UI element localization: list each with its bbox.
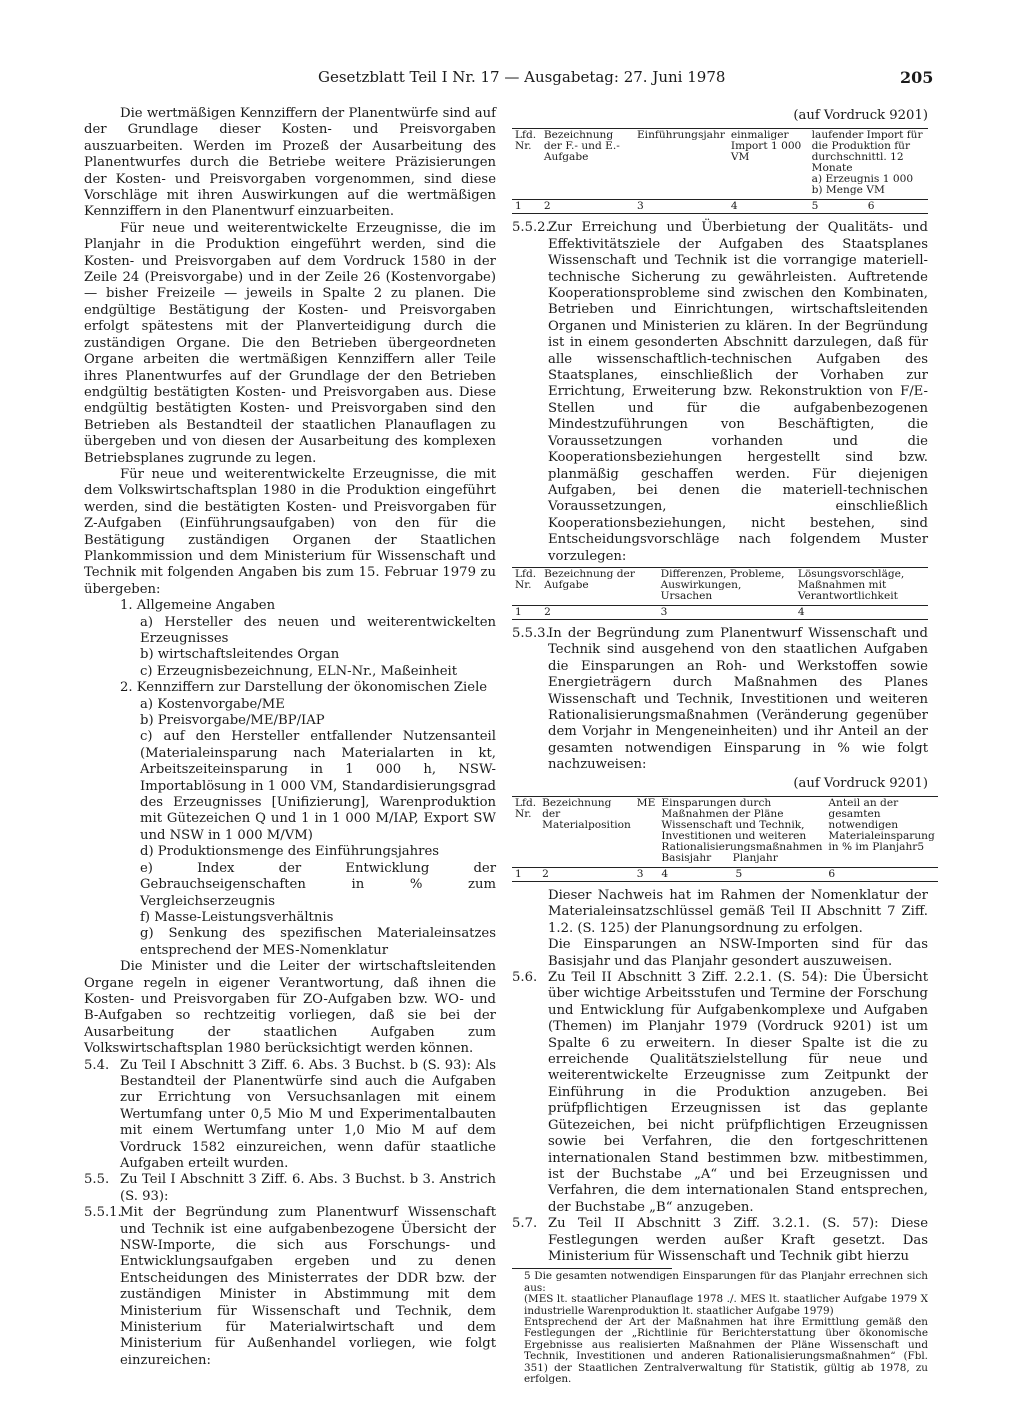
table-header-cell: einmaliger Import 1 000 VM: [728, 129, 809, 200]
table-header-text: laufender Import für die Produktion für durchschnittl. 12 Monate: [811, 129, 923, 175]
table-header-cell: Lfd. Nr.: [512, 567, 541, 605]
list-item: [84, 729, 496, 844]
list-item: [84, 647, 496, 663]
right-column: [512, 106, 935, 1385]
section-number: 5.4.: [84, 1057, 110, 1073]
list-item-text: c) auf den Hersteller entfallender Nutzensanteil (Materialeinsparung nach Materialarten in kt, Arbeitszeiteinsparung in 1 000 h, NSW-Importablösung in 1 000 VM, Standardisierungsgrad des Erzeugnisses [Unifizierung], Warenproduktion mit Gütezeichen Q und 1 in 1 000 M/IAP, Export SW und NSW in 1 000 M/VM): [140, 729, 496, 843]
form-table-import: [512, 128, 928, 214]
footnote-text: (MES lt. staatlicher Planauflage 1978 ./. MES lt. staatlicher Aufgabe 1979 X industrielle Warenproduktion lt. staatlicher Aufgabe 1979): [524, 1293, 928, 1317]
footnote: [512, 1268, 928, 1385]
column-number: 1: [512, 868, 539, 882]
list-item: [84, 598, 496, 614]
column-number: 4: [795, 605, 928, 619]
section-number: 5.5.3.: [512, 625, 550, 641]
gazette-header-title: Gesetzblatt Teil I Nr. 17 — Ausgabetag: 27. Juni 1978: [318, 68, 726, 86]
paragraph: Für neue und weiterentwickelte Erzeugnisse, die mit dem Volkswirtschaftsplan 1980 in die Produktion eingeführt werden, sind die bestätigten Kosten- und Preisvorgaben für Z-Aufgaben (Einführungsaufgaben) von den für die Bestätigung zuständigen Organen der Staatlichen Plankommission und dem Ministerium für Wissenschaft und Technik mit folgenden Angaben bis zum 15. Februar 1979 zu übergeben:: [84, 466, 496, 597]
section-text: Zu Teil II Abschnitt 3 Ziff. 3.2.1. (S. 57): Diese Festlegungen werden außer Kraft gesetzt. Das Ministerium für Wissenschaft und Technik gibt hierzu: [548, 1216, 928, 1264]
list-item-text: b) Preisvorgabe/ME/BP/IAP: [140, 713, 325, 729]
table-header-cell: Anteil an der gesamten notwendigen Materialeinsparung in % im Planjahr5: [825, 797, 937, 868]
list-item-text: e) Index der Entwicklung der Gebrauchseigenschaften in % zum Vergleichserzeugnis: [140, 860, 496, 909]
list-item-text: a) Kostenvorgabe/ME: [140, 696, 285, 712]
column-number: 6: [825, 868, 937, 882]
list-item-text: f) Masse-Leistungsverhältnis: [140, 909, 334, 925]
table-header-text: Einsparungen durch Maßnahmen der Pläne Wissenschaft und Technik, Investitionen und weiteren Rationalisierungsmaßnahmen: [661, 797, 823, 853]
section-5-5-3-continued: [512, 888, 928, 970]
subheader-unit: VM: [866, 184, 885, 197]
paragraph: Die wertmäßigen Kennziffern der Planentwürfe sind auf der Grundlage dieser Kosten- und Preisvorgaben auszuarbeiten. Werden im Prozeß der Ausarbeitung des Planentwurfes durch die Betriebe weitere Präzisierungen der Kosten- und Preisvorgaben vorgenommen, sind diese Vorschläge mit ihren Auswirkungen auf die wertmäßigen Kennziffern in den Planentwurf einzuarbeiten.: [84, 106, 496, 220]
section-5-7: [512, 1216, 928, 1265]
section-text: Mit der Begründung zum Planentwurf Wissenschaft und Technik ist eine aufgabenbezogene Übersicht der NSW-Importe, die sich aus Forschungs- und Entwicklungsaufgaben ergeben und zu denen Entscheidungen des Ministerrates der DDR bzw. der zuständigen Minister in Abstimmung mit dem Ministerium für Wissenschaft und Technik, dem Ministerium für Materialwirtschaft und dem Ministerium für Außenhandel vorliegen, wie folgt einzureichen:: [120, 1205, 496, 1368]
column-number: 2: [541, 200, 634, 214]
table-header-cell: Bezeichnung der Aufgabe: [541, 567, 657, 605]
list-item-text: a) Hersteller des neuen und weiterentwickelten Erzeugnisses: [140, 614, 496, 646]
section-number: 5.6.: [512, 970, 538, 986]
table-header-cell: Differenzen, Probleme, Auswirkungen, Ursachen: [658, 567, 795, 605]
section-text: Die Einsparungen an NSW-Importen sind für das Basisjahr und das Planjahr gesondert auszuweisen.: [548, 937, 928, 969]
list-item-text: g) Senkung des spezifischen Materialeinsatzes entsprechend der MES-Nomenklatur: [140, 926, 496, 958]
paragraph: Die Minister und die Leiter der wirtschaftsleitenden Organe regeln in eigener Verantwortung, daß ihnen die Kosten- und Preisvorgaben für ZO-Aufgaben bzw. WO- und B-Aufgaben so rechtzeitig vorliegen, daß sie bei der Ausarbeitung der staatlichen Aufgaben zum Volkswirtschaftsplan 1980 berücksichtigt werden können.: [84, 959, 496, 1057]
column-number: 3: [658, 605, 795, 619]
list-item: [84, 615, 496, 648]
column-number: 3: [634, 200, 728, 214]
list-item-text: d) Produktionsmenge des Einführungsjahres: [140, 844, 440, 860]
form-reference: (auf Vordruck 9201): [793, 775, 928, 791]
section-5-4: [84, 1058, 496, 1173]
table-header-cell: ME: [634, 797, 659, 868]
page-header: [0, 68, 1024, 92]
form-reference: (auf Vordruck 9201): [793, 108, 928, 123]
column-number: 2: [539, 868, 634, 882]
list-item-text: 1. Allgemeine Angaben: [120, 598, 276, 614]
list-item: [84, 910, 496, 926]
subheader-label: Planjahr: [732, 852, 778, 864]
footnote-text: 5 Die gesamten notwendigen Einsparungen für das Planjahr errechnen sich aus:: [524, 1270, 928, 1294]
table-header-cell: Bezeichnung der F.- und E.-Aufgabe: [541, 129, 634, 200]
section-5-5-1: [84, 1205, 496, 1369]
section-5-5-2: [512, 220, 928, 565]
footnote-text: Entsprechend der Art der Maßnahmen hat ihre Ermittlung gemäß den Festlegungen der „Richtlinie für Berichterstattung über ökonomische Ergebnisse aus realisierten Maßnahmen der Pläne Wissenschaft und Technik, Investitionen und anderen Rationalisierungsmaßnahmen“ (Fbl. 351) der Staatlichen Zentralverwaltung für Statistik, gültig ab 1978, zu erfolgen.: [524, 1315, 928, 1385]
table-header-cell: Einführungsjahr: [634, 129, 728, 200]
section-text: Zu Teil I Abschnitt 3 Ziff. 6. Abs. 3 Buchst. b (S. 93): Als Bestandteil der Planentwürfe sind auch die Aufgaben zur Errichtung von Versuchsanlagen mit einem Wertumfang unter 0,5 Mio M und Experimentalbauten mit einem Wertumfang unter 1,0 Mio M auf dem Vordruck 1582 einzureichen, wenn dafür staatliche Aufgaben erteilt wurden.: [120, 1057, 496, 1171]
table-header-cell: Lfd. Nr.: [512, 129, 541, 200]
column-number: 4: [728, 200, 809, 214]
list-item: [84, 713, 496, 729]
list-item: [84, 844, 496, 860]
section-number: 5.7.: [512, 1216, 538, 1232]
section-text: In der Begründung zum Planentwurf Wissenschaft und Technik sind ausgehend von den staatlichen Aufgaben die Einsparungen an Roh- und Werkstoffen sowie Energieträgern durch Maßnahmen des Planes Wissenschaft und Technik, Investitionen und weiteren Rationalisierungsmaßnahmen (Veränderung gegenüber dem Vorjahr in Mengeneinheiten) und ihr Anteil an der gesamten notwendigen Einsparung in % wie folgt nachzuweisen:: [548, 625, 928, 773]
column-number: 1: [512, 605, 541, 619]
section-5-5: [84, 1172, 496, 1205]
table-subheader: [812, 174, 925, 196]
subheader-label: a) Erzeugnis: [811, 173, 880, 186]
footnote-rule: [512, 1268, 672, 1269]
left-column: [84, 106, 496, 1369]
section-text: Zu Teil I Abschnitt 3 Ziff. 6. Abs. 3 Buchst. b 3. Anstrich (S. 93):: [120, 1172, 496, 1204]
section-5-5-3: [512, 626, 928, 774]
list-item: [84, 664, 496, 680]
section-5-6: [512, 970, 928, 1216]
list-item: [84, 697, 496, 713]
column-number-6: 6: [867, 200, 875, 213]
section-text: Dieser Nachweis hat im Rahmen der Nomenklatur der Materialeinsatzschlüssel gemäß Teil II Abschnitt 7 Ziff. 1.2. (S. 125) der Planungsordnung zu erfolgen.: [548, 888, 928, 936]
column-number: [658, 868, 825, 882]
section-text: Zur Erreichung und Überbietung der Qualitäts- und Effektivitätsziele der Aufgaben des Staatsplanes Wissenschaft und Technik ist die vorrangige materiell-technische Sicherung zu gewährleisten. Auftretende Kooperationsprobleme sind zwischen den Kombinaten, Betrieben und Einrichtungen, wirtschaftsleitenden Organen und Ministerien zu klären. In der Begründung ist in einem gesonderten Abschnitt darzulegen, daß für alle wissenschaftlich-technischen Aufgaben des Staatsplanes, einschließlich der Vorhaben zur Errichtung, Erweiterung bzw. Rekonstruktion von F/E-Stellen und für die aufgabenbezogenen Mindestzuführungen von Beschäftigten, die Voraussetzungen vorhanden und die Kooperationsbeziehungen hergestellt sind bzw. planmäßig geschaffen werden. Für diejenigen Aufgaben, bei denen die materiell-technischen Voraussetzungen, einschließlich Kooperationsbeziehungen, nicht bestehen, sind Entscheidungsvorschläge nach folgendem Muster vorzulegen:: [548, 220, 928, 564]
list-item-text: b) wirtschaftsleitendes Organ: [140, 647, 340, 663]
form-table-savings: [512, 796, 938, 882]
table-header-cell: [658, 797, 825, 868]
subheader-label: Basisjahr: [661, 852, 712, 864]
table-header-cell: [809, 129, 928, 200]
column-number-4: 4: [661, 868, 669, 880]
section-number: 5.5.2.: [512, 220, 550, 236]
table-header-cell: Lfd. Nr.: [512, 797, 539, 868]
list-item: [84, 926, 496, 959]
subheader-unit: 1 000: [882, 173, 914, 186]
column-number-5: 5: [811, 200, 819, 213]
list-item: [84, 680, 496, 696]
column-number: 1: [512, 200, 541, 214]
table-header-cell: Bezeichnung der Materialposition: [539, 797, 634, 868]
subheader-label: b) Menge: [811, 184, 863, 197]
column-number: 3: [634, 868, 659, 882]
section-number: 5.5.1.: [84, 1205, 122, 1221]
list-item-text: 2. Kennziffern zur Darstellung der ökonomischen Ziele: [120, 680, 488, 696]
form-table-proposals: [512, 567, 928, 620]
section-number: 5.5.: [84, 1172, 110, 1188]
table-header-cell: Lösungsvorschläge, Maßnahmen mit Verantwortlichkeit: [795, 567, 928, 605]
section-text: Zu Teil II Abschnitt 3 Ziff. 2.2.1. (S. 54): Die Übersicht über wichtige Arbeitsstufen und Termine der Forschung und Entwicklung für Aufgabenkomplexe und Aufgaben (Themen) im Planjahr 1979 (Vordruck 9201) ist um Spalte 6 zu erweitern. In dieser Spalte ist die zu erreichende Qualitätszielstellung für neue und weiterentwickelte Erzeugnisse zum Zeitpunkt der Einführung in die Produktion anzugeben. Bei prüfpflichtigen Erzeugnissen ist das geplante Gütezeichen, bei nicht prüfpflichtigen Erzeugnissen sowie bei Verfahren, die den fortgeschrittenen internationalen Stand bestimmen bzw. mitbestimmen, ist der Buchstabe „A“ und bei Erzeugnissen und Verfahren, die dem internationalen Stand entsprechen, der Buchstabe „B“ anzugeben.: [548, 970, 928, 1215]
column-number: 2: [541, 605, 657, 619]
column-number: [809, 200, 928, 214]
column-number-5: 5: [735, 868, 743, 880]
page-number: 205: [900, 68, 934, 87]
table-subheader: [661, 853, 822, 864]
section-body: [548, 888, 928, 970]
list-item: [84, 861, 496, 910]
section-number-spacer: [512, 888, 548, 970]
list-item-text: c) Erzeugnisbezeichnung, ELN-Nr., Maßeinheit: [140, 663, 458, 679]
paragraph: Für neue und weiterentwickelte Erzeugnisse, die im Planjahr in die Produktion eingeführt werden, sind die Kosten- und Preisvorgaben auf dem Vordruck 1580 in der Zeile 24 (Preisvorgabe) und in der Zeile 26 (Kostenvorgabe) — bisher Freizeile — jeweils in Spalte 2 zu planen. Die endgültige Bestätigung der Kosten- und Preisvorgaben erfolgt spätestens mit der Planverteidigung durch die zuständigen Organe. Die den Betrieben übergeordneten Organe arbeiten die wertmäßigen Kennziffern aller Teile ihres Planentwurfes auf der Grundlage der den Betrieben endgültig bestätigten Kosten- und Preisvorgaben aus. Diese endgültig bestätigten Kosten- und Preisvorgaben sind den Betrieben als Bestandteil der staatlichen Planauflagen zu übergeben und von diesen der Ausarbeitung des komplexen Betriebsplanes zugrunde zu legen.: [84, 220, 496, 466]
